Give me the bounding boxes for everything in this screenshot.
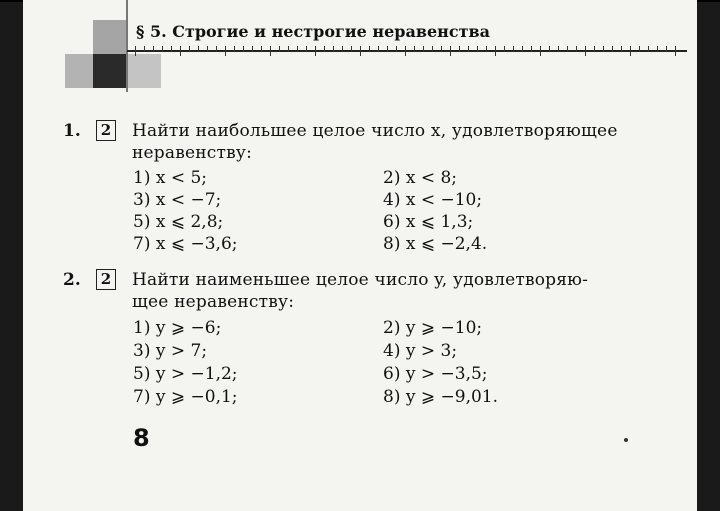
ruler-tick [153, 46, 154, 52]
option: 2) x < 8; [383, 168, 458, 188]
option: 7) x ⩽ −3,6; [133, 234, 238, 254]
option: 8) y ⩾ −9,01. [383, 387, 499, 407]
problem-number: 2. [63, 270, 81, 290]
ruler-tick [144, 46, 145, 52]
option: 3) x < −7; [133, 190, 222, 210]
option: 4) y > 3; [383, 341, 458, 361]
ruler-tick [486, 46, 487, 52]
ruler-tick [306, 46, 307, 52]
problem-number: 1. [63, 121, 81, 141]
ruler-tick [207, 46, 208, 52]
option: 6) x ⩽ 1,3; [383, 212, 474, 232]
ruler-tick [270, 46, 271, 56]
ruler-tick [342, 46, 343, 52]
ruler-tick [198, 46, 199, 52]
difficulty-box: 2 [96, 269, 116, 290]
ruler-tick [189, 46, 190, 52]
ruler-tick [540, 46, 541, 56]
option: 1) x < 5; [133, 168, 208, 188]
option: 6) y > −3,5; [383, 364, 488, 384]
ruler-tick [414, 46, 415, 52]
ruler-tick [369, 46, 370, 52]
ruler-tick [216, 46, 217, 52]
section-title: § 5. Строгие и нестрогие неравенства [136, 22, 490, 41]
ruler-tick [450, 46, 451, 56]
ruler-tick [252, 46, 253, 52]
ruler-tick [234, 46, 235, 52]
ruler-tick [639, 46, 640, 52]
ruler-tick [630, 46, 631, 56]
ruler-tick [171, 46, 172, 52]
ruler-tick [675, 46, 676, 56]
ruler-tick [666, 46, 667, 52]
ruler-tick [504, 46, 505, 52]
ruler-tick [243, 46, 244, 52]
ruler-tick [297, 46, 298, 52]
ruler-tick [657, 46, 658, 52]
ruler-tick [261, 46, 262, 52]
ruler-tick [594, 46, 595, 52]
option: 5) y > −1,2; [133, 364, 238, 384]
textbook-page [23, 0, 697, 511]
option: 7) y ⩾ −0,1; [133, 387, 238, 407]
ruler-tick [162, 46, 163, 52]
ruler-tick [432, 46, 433, 52]
ruler-tick [378, 46, 379, 52]
ruler-tick [441, 46, 442, 52]
ruler-tick [459, 46, 460, 52]
ruler-tick [576, 46, 577, 52]
ruler-tick [387, 46, 388, 52]
ruler-tick [288, 46, 289, 52]
ruler-tick [612, 46, 613, 52]
ruler-tick [315, 46, 316, 56]
decor-vertical-line [126, 0, 128, 92]
ruler-tick [585, 46, 586, 56]
difficulty-box: 2 [96, 120, 116, 141]
ruler-tick [135, 46, 136, 56]
ruler-tick [648, 46, 649, 52]
ruler-tick [351, 46, 352, 52]
problem-text-line: неравенству: [132, 143, 252, 163]
ruler-tick [621, 46, 622, 52]
problem-text-line: щее неравенству: [132, 292, 295, 312]
decor-square [93, 20, 127, 54]
ruler-tick [225, 46, 226, 56]
option: 5) x ⩽ 2,8; [133, 212, 224, 232]
speck [624, 438, 628, 442]
ruler-tick [468, 46, 469, 52]
ruler-tick [531, 46, 532, 52]
option: 1) y ⩾ −6; [133, 318, 222, 338]
ruler-tick [513, 46, 514, 52]
ruler-tick [567, 46, 568, 52]
ruler-tick [477, 46, 478, 52]
ruler-tick [360, 46, 361, 56]
option: 2) y ⩾ −10; [383, 318, 483, 338]
ruler-tick [324, 46, 325, 52]
ruler-tick [333, 46, 334, 52]
ruler-tick [405, 46, 406, 56]
problem-text-line: Найти наибольшее целое число x, удовлетворяющее [132, 121, 618, 141]
decor-square [93, 54, 127, 88]
option: 8) x ⩽ −2,4. [383, 234, 488, 254]
ruler-tick [423, 46, 424, 52]
option: 4) x < −10; [383, 190, 483, 210]
ruler-tick [558, 46, 559, 52]
ruler-tick [522, 46, 523, 52]
ruler-tick [396, 46, 397, 52]
ruler-tick [549, 46, 550, 52]
ruler-tick [279, 46, 280, 52]
ruler-tick [180, 46, 181, 56]
problem-text-line: Найти наименьшее целое число y, удовлетворяю- [132, 270, 589, 290]
option: 3) y > 7; [133, 341, 208, 361]
ruler-tick [495, 46, 496, 56]
page-number: 8 [133, 424, 150, 452]
ruler-tick [603, 46, 604, 52]
decor-square [127, 54, 161, 88]
